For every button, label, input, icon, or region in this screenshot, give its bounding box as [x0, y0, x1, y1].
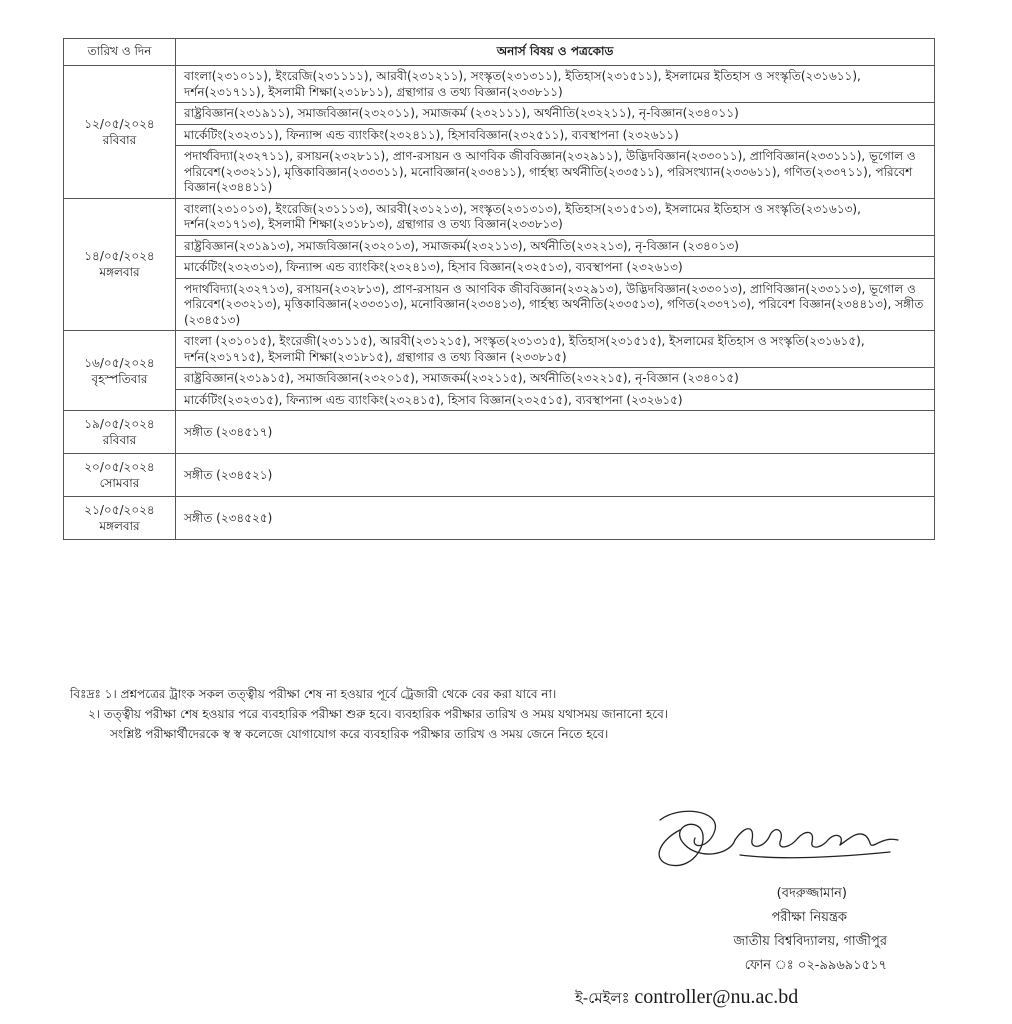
note-line-1: বিঃদ্রঃ ১। প্রশ্নপত্রের ট্রাংক সকল তত্ত্বীয় পরীক্ষা শেষ না হওয়ার পূর্বে ট্রেজারী থেকে বের করা যাবে না।: [70, 687, 557, 701]
exam-date: ১৯/০৫/২০২৪: [84, 417, 155, 431]
email-link[interactable]: controller@nu.ac.bd: [634, 986, 799, 1008]
signer-name: (বদরুজ্জামান): [776, 886, 847, 901]
date-day-cell: [64, 331, 176, 411]
header-date-day: তারিখ ও দিন: [64, 39, 176, 66]
table-row: [64, 66, 935, 103]
subject-codes-cell: বাংলা (২৩১০১৫), ইংরেজী(২৩১১১৫), আরবী(২৩১২১৫), সংস্কৃত(২৩১৩১৫), ইতিহাস(২৩১৫১৫), ইসলামের ইতিহাস ও সংস্কৃতি(২৩১৬১৫), দর্শন(২৩১৭১৫), ইসলামী শিক্ষা(২৩১৮১৫), গ্রন্থাগার ও তথ্য বিজ্ঞান (২৩৩৮১৫): [176, 331, 935, 368]
subject-codes-cell: মার্কেটিং(২৩২৩১৩), ফিন্যান্স এন্ড ব্যাংকিং(২৩২৪১৩), হিসাব বিজ্ঞান(২৩২৫১৩), ব্যবস্থাপনা (২৩২৬১৩): [176, 257, 935, 279]
table-row: [64, 497, 935, 540]
signer-phone: ফোন ঃ ০২-৯৯৬৯১৫১৭: [744, 958, 887, 973]
handwritten-signature: [640, 800, 920, 880]
email-label: ই-মেইলঃ: [575, 989, 630, 1007]
note-line-2: ২। তত্ত্বীয় পরীক্ষা শেষ হওয়ার পরে ব্যবহারিক পরীক্ষা শুরু হবে। ব্যবহারিক পরীক্ষার তারিখ ও সময় যথাসময় জানানো হবে।: [88, 707, 669, 721]
exam-day: সোমবার: [99, 476, 140, 490]
subject-codes-cell: রাষ্ট্রবিজ্ঞান(২৩১৯১১), সমাজবিজ্ঞান(২৩২০১১), সমাজকর্ম (২৩২১১১), অর্থনীতি(২৩২২১১), নৃ-বিজ্ঞান(২৩৪০১১): [176, 103, 935, 125]
table-row: [64, 103, 935, 125]
note-line-3: সংশ্লিষ্ট পরীক্ষার্থীদেরকে স্ব স্ব কলেজে যোগাযোগ করে ব্যবহারিক পরীক্ষার তারিখ ও সময় জেনে নিতে হবে।: [110, 727, 609, 741]
subject-codes-cell: মার্কেটিং(২৩২৩১৫), ফিন্যান্স এন্ড ব্যাংকিং(২৩২৪১৫), হিসাব বিজ্ঞান(২৩২৫১৫), ব্যবস্থাপনা (২৩২৬১৫): [176, 389, 935, 411]
exam-day: মঙ্গলবার: [99, 519, 140, 533]
signer-email-line: [575, 986, 798, 1012]
subject-codes-cell: বাংলা(২৩১০১১), ইংরেজি(২৩১১১১), আরবী(২৩১২১১), সংস্কৃত(২৩১৩১১), ইতিহাস(২৩১৫১১), ইসলামের ইতিহাস ও সংস্কৃতি(২৩১৬১১), দর্শন(২৩১৭১১), ইসলামী শিক্ষা(২৩১৮১১), গ্রন্থাগার ও তথ্য বিজ্ঞান(২৩৩৮১১): [176, 66, 935, 103]
date-day-cell: [64, 497, 176, 540]
exam-day: মঙ্গলবার: [99, 265, 140, 280]
subject-codes-cell: সঙ্গীত (২৩৪৫২৫): [176, 497, 935, 540]
table-row: [64, 389, 935, 411]
subject-codes-cell: পদার্থবিদ্যা(২৩২৭১৩), রসায়ন(২৩২৮১৩), প্রাণ-রসায়ন ও আণবিক জীববিজ্ঞান(২৩২৯১৩), উদ্ভিদবিজ্ঞান(২৩৩০১৩), প্রাণিবিজ্ঞান(২৩৩১১৩), ভূগোল ও পরিবেশ(২৩৩২১৩), মৃত্তিকাবিজ্ঞান(২৩৩৩১৩), মনোবিজ্ঞান(২৩৩৪১৩), গার্হস্থ্য অর্থনীতি(২৩৩৫১৩), গণিত(২৩৩৭১৩), পরিবেশ বিজ্ঞান(২৩৪৪১৩), সঙ্গীত (২৩৪৫১৩): [176, 278, 935, 331]
exam-date: ১৪/০৫/২০২৪: [84, 249, 155, 264]
date-day-cell: [64, 411, 176, 454]
table-row: [64, 124, 935, 146]
table-row: [64, 454, 935, 497]
date-day-cell: [64, 454, 176, 497]
table-row: [64, 235, 935, 257]
exam-date: ১৬/০৫/২০২৪: [84, 355, 155, 370]
table-row: [64, 198, 935, 235]
table-row: [64, 257, 935, 279]
date-day-cell: [64, 198, 176, 331]
table-row: [64, 278, 935, 331]
header-subject-code: অনার্স বিষয় ও পত্রকোড: [176, 39, 935, 66]
subject-codes-cell: পদার্থবিদ্যা(২৩২৭১১), রসায়ন(২৩২৮১১), প্রাণ-রসায়ন ও আণবিক জীববিজ্ঞান(২৩২৯১১), উদ্ভিদবিজ্ঞান(২৩৩০১১), প্রাণিবিজ্ঞান(২৩৩১১১), ভূগোল ও পরিবেশ(২৩৩২১১), মৃত্তিকাবিজ্ঞান(২৩৩৩১১), মনোবিজ্ঞান(২৩৩৪১১), গার্হস্থ্য অর্থনীতি(২৩৩৫১১), পরিসংখ্যান(২৩৩৬১১), গণিত(২৩৩৭১১), পরিবেশ বিজ্ঞান(২৩৪৪১১): [176, 146, 935, 199]
table-header-row: [64, 39, 935, 66]
exam-day: বৃহস্পতিবার: [91, 371, 148, 386]
table-row: [64, 331, 935, 368]
exam-day: রবিবার: [102, 433, 137, 447]
subject-codes-cell: মার্কেটিং(২৩২৩১১), ফিন্যান্স এন্ড ব্যাংকিং(২৩২৪১১), হিসাববিজ্ঞান(২৩২৫১১), ব্যবস্থাপনা (২৩২৬১১): [176, 124, 935, 146]
table-row: [64, 411, 935, 454]
exam-date: ২০/০৫/২০২৪: [84, 460, 155, 474]
exam-date: ১২/০৫/২০২৪: [84, 116, 155, 131]
subject-codes-cell: রাষ্ট্রবিজ্ঞান(২৩১৯১৫), সমাজবিজ্ঞান(২৩২০১৫), সমাজকর্ম(২৩২১১৫), অর্থনীতি(২৩২২১৫), নৃ-বিজ্ঞান (২৩৪০১৫): [176, 368, 935, 390]
signer-designation: পরীক্ষা নিয়ন্ত্রক: [771, 910, 847, 925]
table-row: [64, 146, 935, 199]
notes-section: [70, 684, 950, 744]
exam-date: ২১/০৫/২০২৪: [84, 503, 155, 517]
table-row: [64, 368, 935, 390]
subject-codes-cell: সঙ্গীত (২৩৪৫২১): [176, 454, 935, 497]
signer-block: [567, 882, 887, 978]
subject-codes-cell: রাষ্ট্রবিজ্ঞান(২৩১৯১৩), সমাজবিজ্ঞান(২৩২০১৩), সমাজকর্ম(২৩২১১৩), অর্থনীতি(২৩২২১৩), নৃ-বিজ্ঞান (২৩৪০১৩): [176, 235, 935, 257]
schedule-body: [64, 66, 935, 540]
date-day-cell: [64, 66, 176, 199]
subject-codes-cell: সঙ্গীত (২৩৪৫১৭): [176, 411, 935, 454]
exam-schedule-table: [63, 38, 935, 540]
signer-office: জাতীয় বিশ্ববিদ্যালয়, গাজীপুর: [733, 934, 887, 949]
subject-codes-cell: বাংলা(২৩১০১৩), ইংরেজি(২৩১১১৩), আরবী(২৩১২১৩), সংস্কৃত(২৩১৩১৩), ইতিহাস(২৩১৫১৩), ইসলামের ইতিহাস ও সংস্কৃতি(২৩১৬১৩), দর্শন(২৩১৭১৩), ইসলামী শিক্ষা(২৩১৮১৩), গ্রন্থাগার ও তথ্য বিজ্ঞান(২৩৩৮১৩): [176, 198, 935, 235]
exam-day: রবিবার: [102, 132, 137, 147]
